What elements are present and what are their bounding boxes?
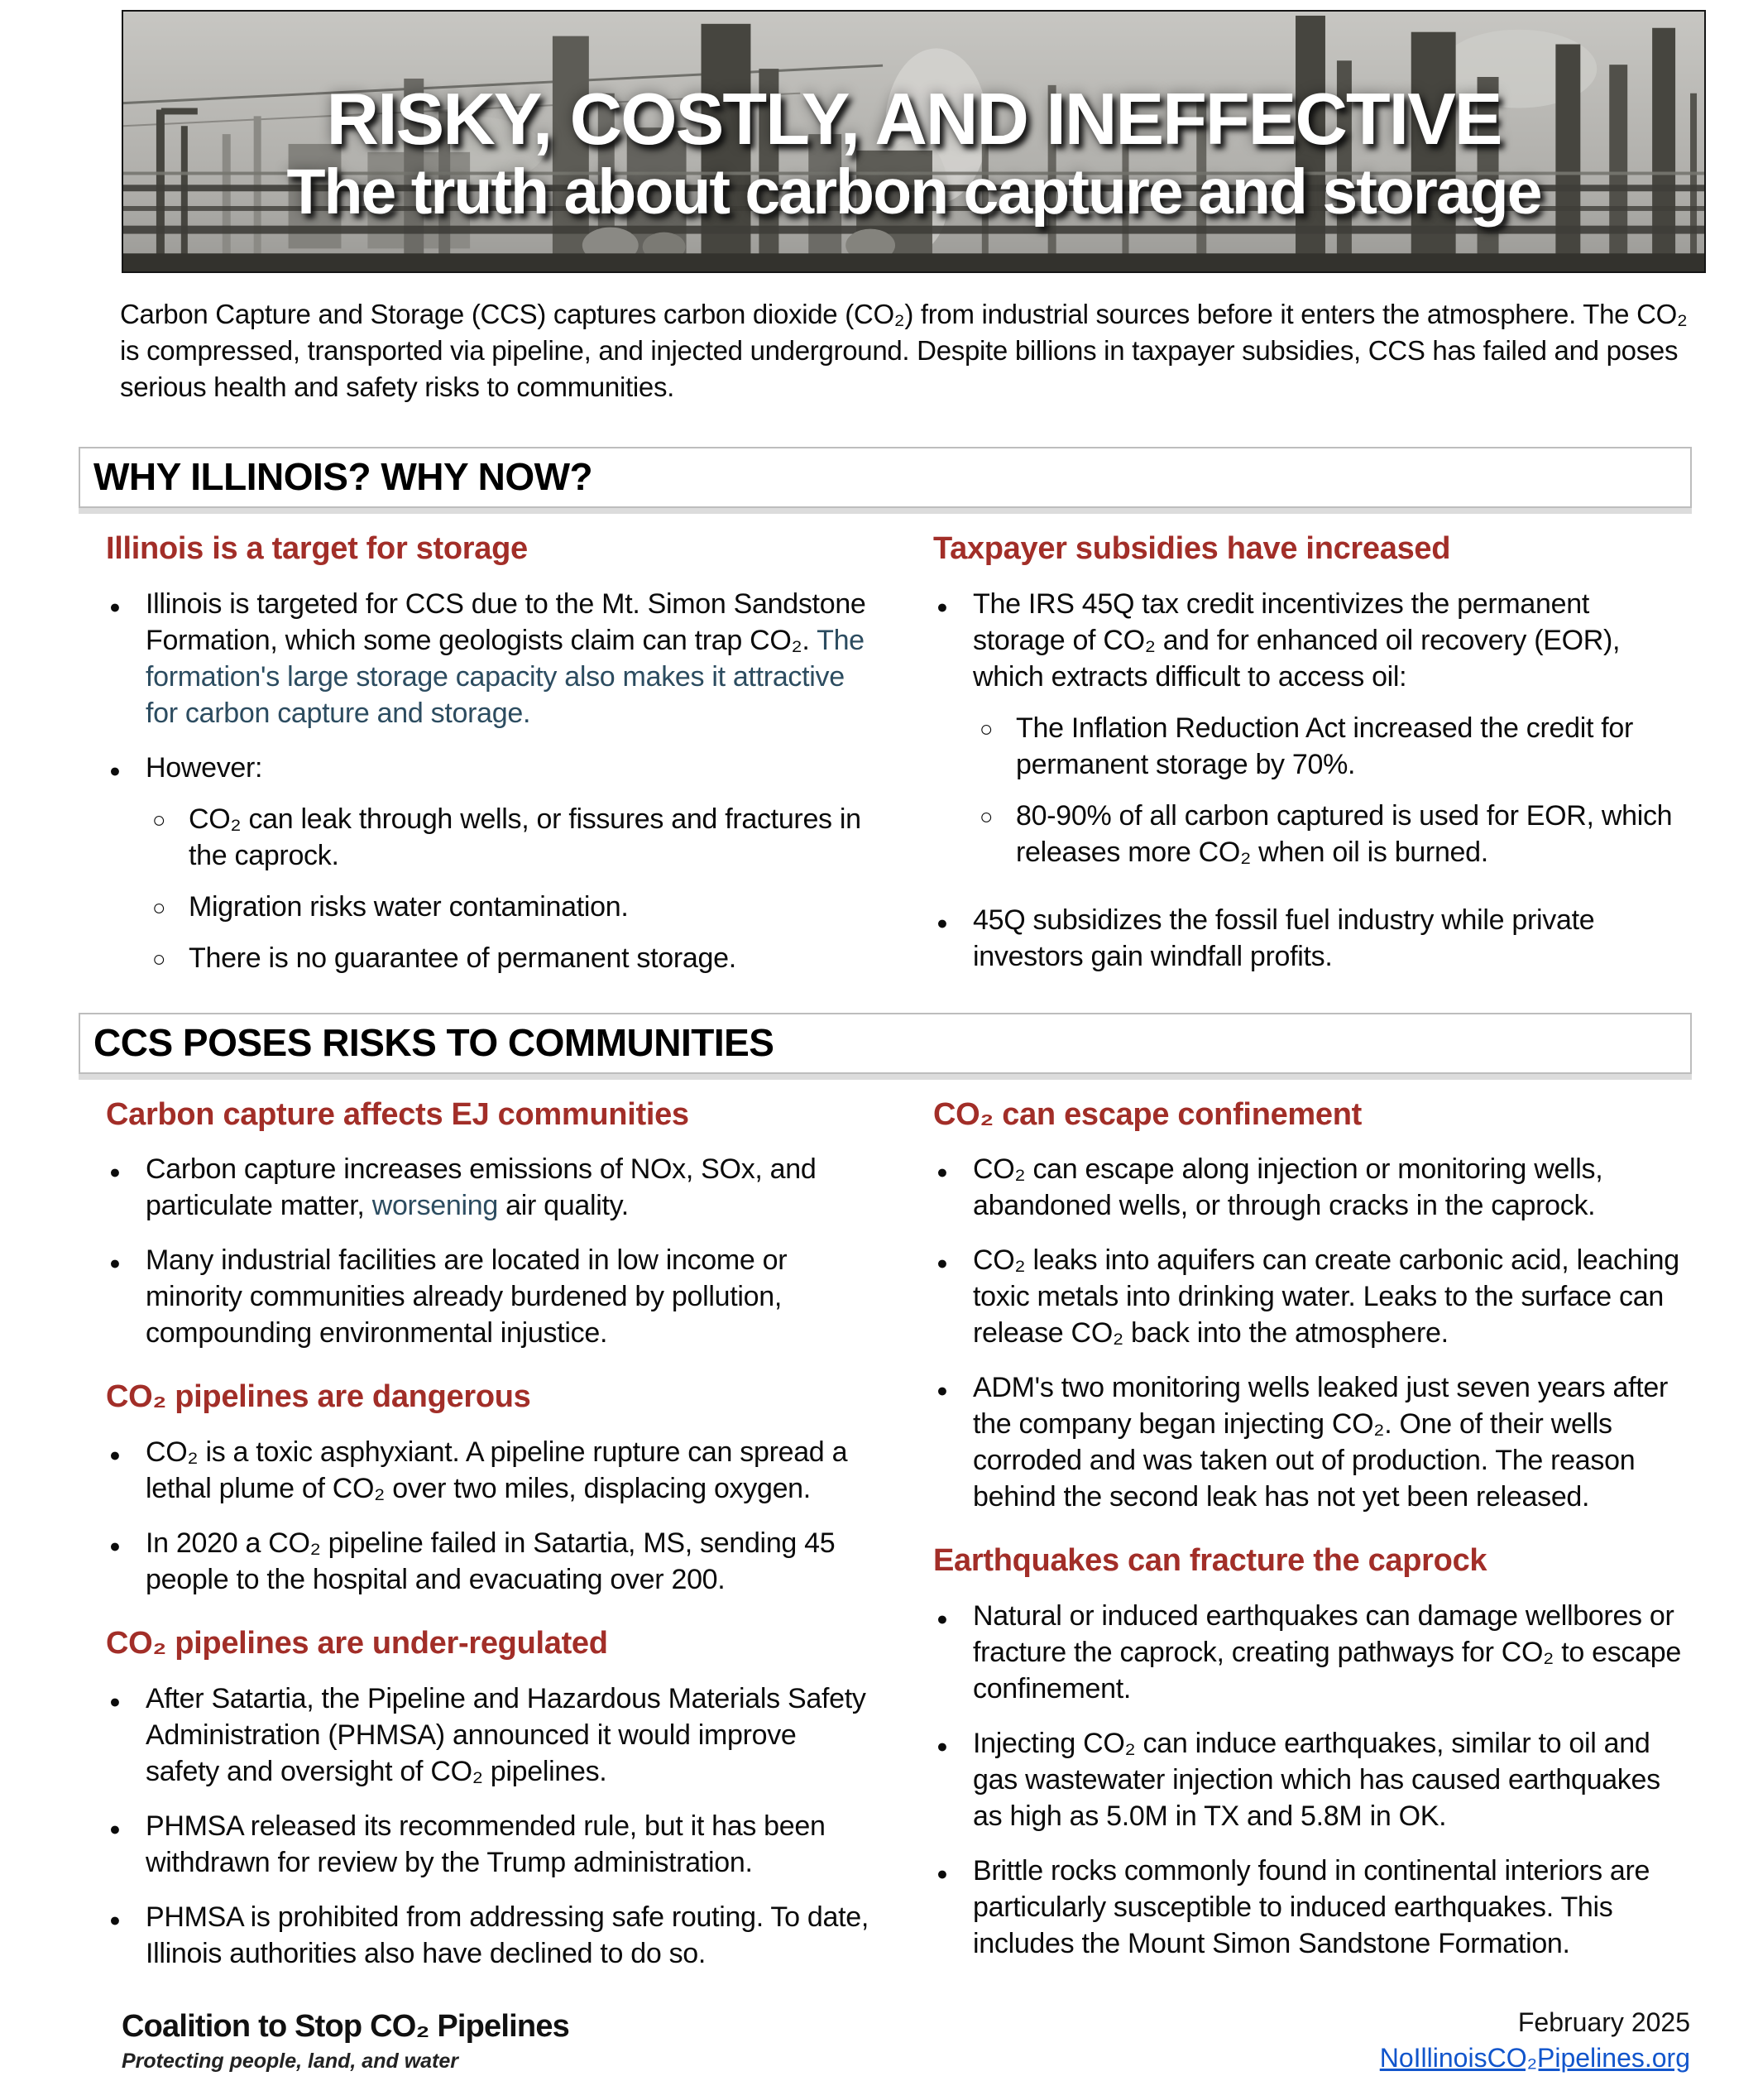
- publish-date: February 2025: [1517, 2007, 1690, 2037]
- bullet-text-highlight: The formation's large storage capacity also makes it attractive for carbon capture and storage.: [146, 624, 865, 729]
- subbullet-co2-leak: ○ CO₂ can leak through wells, or fissures and fractures in the caprock.: [147, 801, 869, 874]
- heading-under-regulated: CO₂ pipelines are under-regulated: [106, 1626, 608, 1661]
- bullet-text-highlight: worsening: [371, 1190, 498, 1222]
- flyer-body: [0, 419, 1758, 1972]
- section-title: WHY ILLINOIS? WHY NOW?: [93, 455, 593, 498]
- bullet-induced-earthquakes: ● Injecting CO₂ can induce earthquakes, similar to oil and gas wastewater injection which has caused earthquakes as high as 5.0M in TX and 5.8M in OK.: [933, 1725, 1688, 1834]
- column-taxpayer-subsidies: [933, 526, 1688, 975]
- heading-taxpayer-subsidies: Taxpayer subsidies have increased: [933, 531, 1451, 566]
- hero-title: RISKY, COSTLY, AND INEFFECTIVE: [326, 77, 1502, 160]
- heading-ej-communities: Carbon capture affects EJ communities: [106, 1096, 689, 1132]
- website-link[interactable]: NoIllinoisCO₂Pipelines.org: [1379, 2043, 1690, 2073]
- bullet-satartia-failure: ● In 2020 a CO₂ pipeline failed in Satartia, MS, sending 45 people to the hospital and evacuating over 200.: [106, 1525, 869, 1598]
- heading-illinois-target: Illinois is a target for storage: [106, 531, 528, 566]
- bullet-earthquake-damage: ● Natural or induced earthquakes can damage wellbores or fracture the caprock, creating pathways for CO₂ to escape confinement.: [933, 1598, 1688, 1707]
- column-illinois-target: [106, 526, 869, 976]
- bullet-45q-windfall: ● 45Q subsidizes the fossil fuel industry while private investors gain windfall profits.: [933, 902, 1688, 975]
- bullet-phmsa-routing: ● PHMSA is prohibited from addressing safe routing. To date, Illinois authorities also have declined to do so.: [106, 1899, 869, 1972]
- hero-titles: [123, 12, 1704, 271]
- why-illinois-columns: [106, 526, 1688, 976]
- bullet-escape-wells: ● CO₂ can escape along injection or monitoring wells, abandoned wells, or through cracks in the caprock.: [933, 1151, 1688, 1224]
- column-risks-right: [933, 1092, 1688, 1962]
- bullet-brittle-rocks: ● Brittle rocks commonly found in continental interiors are particularly susceptible to induced earthquakes. This includes the Mount Simon Sandstone Formation.: [933, 1853, 1688, 1962]
- footer: [122, 2007, 1690, 2074]
- bullet-45q-credit: ● The IRS 45Q tax credit incentivizes the permanent storage of CO₂ and for enhanced oil recovery (EOR), which extracts difficult to access oil:: [933, 586, 1688, 695]
- bullet-adm-leaks: ● ADM's two monitoring wells leaked just seven years after the company began injecting CO₂. One of their wells corroded and was taken out of production. The reason behind the second leak has not yet been released.: [933, 1369, 1688, 1515]
- hero-subtitle: The truth about carbon capture and storage: [286, 156, 1541, 228]
- bullet-phmsa-rule-withdrawn: ● PHMSA released its recommended rule, but it has been withdrawn for review by the Trump administration.: [106, 1808, 869, 1881]
- column-risks-left: [106, 1092, 869, 1972]
- bullet-text: air quality.: [497, 1190, 629, 1222]
- subbullet-eor-use: ○ 80-90% of all carbon captured is used for EOR, which releases more CO₂ when oil is burned.: [975, 798, 1688, 870]
- bullet-carbonic-acid: ● CO₂ leaks into aquifers can create carbonic acid, leaching toxic metals into drinking water. Leaks to the surface can release CO₂ back into the atmosphere.: [933, 1242, 1688, 1351]
- bullet-text: Illinois is targeted for CCS due to the Mt. Simon Sandstone Formation, which some geologists claim can trap CO₂.: [146, 587, 866, 656]
- bullet-however: ● However:: [106, 750, 869, 786]
- bullet-phmsa-announce: ● After Satartia, the Pipeline and Hazardous Materials Safety Administration (PHMSA) announced it would improve safety and oversight of CO₂ pipelines.: [106, 1680, 869, 1790]
- bullet-emissions: [106, 1151, 869, 1224]
- hero-banner: [122, 10, 1706, 273]
- subbullet-no-guarantee: ○ There is no guarantee of permanent storage.: [147, 940, 869, 976]
- bullet-mt-simon: [106, 586, 869, 731]
- bullet-asphyxiant: ● CO₂ is a toxic asphyxiant. A pipeline rupture can spread a lethal plume of CO₂ over two miles, displacing oxygen.: [106, 1434, 869, 1507]
- bullet-text: Carbon capture increases emissions of NOx, SOx, and particulate matter,: [146, 1153, 817, 1222]
- heading-escape-confinement: CO₂ can escape confinement: [933, 1096, 1363, 1132]
- subbullet-migration: ○ Migration risks water contamination.: [147, 889, 869, 925]
- subbullet-inflation-reduction-act: ○ The Inflation Reduction Act increased the credit for permanent storage by 70%.: [975, 710, 1688, 783]
- ccs-risks-columns: [106, 1092, 1688, 1972]
- bullet-low-income: ● Many industrial facilities are located in low income or minority communities already burdened by pollution, compounding environmental injustice.: [106, 1242, 869, 1351]
- section-title: CCS POSES RISKS TO COMMUNITIES: [93, 1020, 774, 1064]
- section-header-ccs-risks: [79, 1013, 1692, 1074]
- heading-earthquakes: Earthquakes can fracture the caprock: [933, 1543, 1487, 1579]
- intro-paragraph: Carbon Capture and Storage (CCS) captures carbon dioxide (CO₂) from industrial sources before it enters the atmosphere. The CO₂ is compressed, transported via pipeline, and injected underground. Despite billions in taxpayer subsidies, CCS has failed and poses serious health and safety risks to communities.: [120, 299, 1688, 402]
- org-name: Coalition to Stop CO₂ Pipelines: [122, 2009, 569, 2044]
- heading-pipelines-dangerous: CO₂ pipelines are dangerous: [106, 1379, 531, 1415]
- org-tagline: Protecting people, land, and water: [122, 2050, 459, 2073]
- section-header-why-illinois: [79, 447, 1692, 508]
- footer-meta: [1380, 2007, 1690, 2074]
- org-logo: [122, 2009, 569, 2074]
